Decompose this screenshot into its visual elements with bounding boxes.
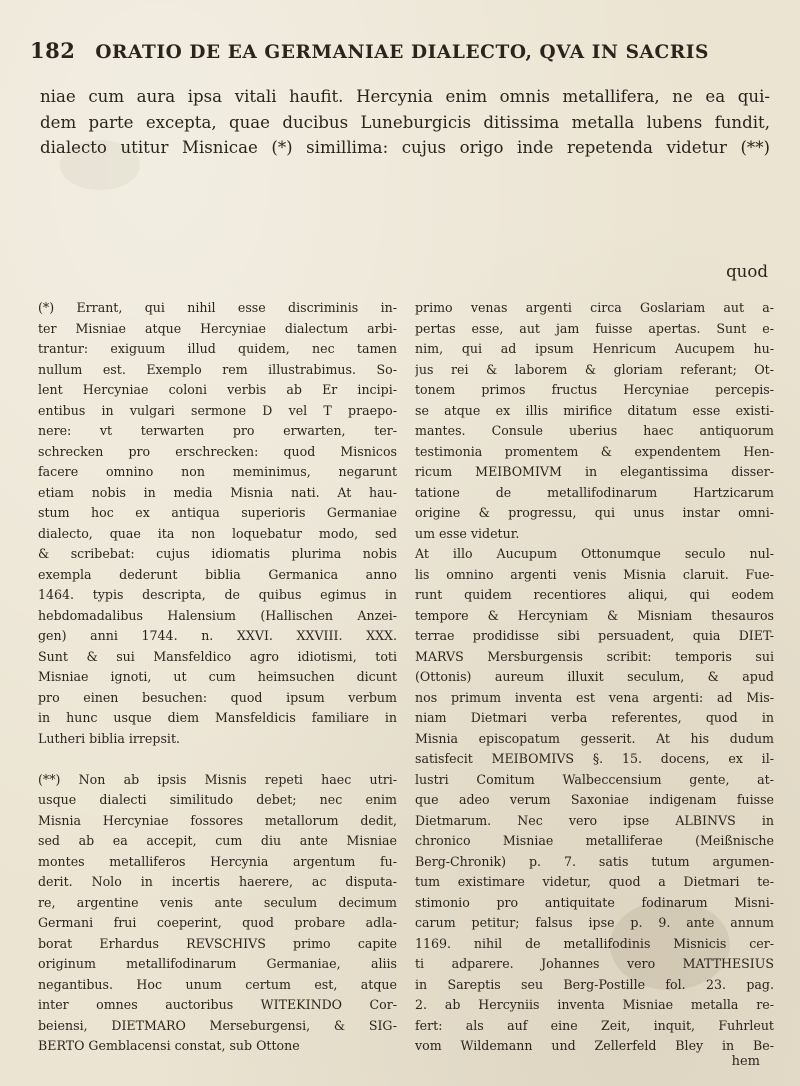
footnote-line: exempla dederunt biblia Germanica anno [38,566,397,582]
footnote-line: Misnia episcopatum gesserit. At his dudum [415,730,774,746]
footnote-line: borat Erhardus REVSCHIVS primo capite [38,935,397,951]
footnote-line: se atque ex illis mirifice ditatum esse existi- [415,402,774,418]
footnote-line: runt quidem recentiores aliqui, qui eodem [415,587,774,602]
page-header [30,38,772,70]
footnote-line: Lutheri biblia irrepsit. [38,730,181,746]
footnote-line: pro einen besuchen: quod ipsum verbum [38,689,397,705]
footnote-line: trantur: exiguum illud quidem, nec tamen [38,341,397,356]
footnote-line: 1169. nihil de metallifodinis Misnicis cer- [415,935,774,951]
footnote-line: nim, qui ad ipsum Henricum Aucupem hu- [415,341,774,356]
footnote-line: & scribebat: cujus idiomatis plurima nobis [38,546,397,561]
footnote-line: inter omnes auctoribus WITEKINDO Cor- [38,997,397,1012]
footnote-line: pertas esse, aut jam fuisse apertas. Sunt e- [415,320,774,336]
footnote-line: beiensi, DIETMARO Merseburgensi, & SIG- [38,1017,397,1033]
footnote-line: jus rei & laborem & gloriam referant; Ot- [415,361,774,377]
catchword: quod [726,262,768,281]
footnote-line: Misniae ignoti, ut cum heimsuchen dicunt [38,669,397,684]
footnote-line: facere omnino non meminimus, negarunt [38,464,397,479]
footnote-line: Sunt & sui Mansfeldico agro idiotismi, toti [38,648,397,664]
footnote-line: tum existimare videtur, quod a Dietmari te- [415,874,774,889]
footnote-line: originum metallifodinarum Germaniae, aliis [38,956,397,971]
footnote-line: in hunc usque diem Mansfeldicis familiare in [38,710,397,725]
main-text-line: dem parte excepta, quae ducibus Luneburgicis ditissima metalla lubens fundit, [40,112,770,132]
footnote-line: primo venas argenti circa Goslariam aut a- [415,300,774,315]
footnote-line: carum petitur; falsus ipse p. 9. ante annum [415,915,774,930]
main-text-line: dialecto utitur Misnicae (*) simillima: cujus origo inde repetenda videtur (**) [40,138,770,157]
footnote-column-right [415,298,774,1057]
footnote-line: lis omnino argenti venis Misnia claruit. Fue- [415,566,774,582]
footnote-line: At illo Aucupum Ottonumque seculo nul- [415,546,774,561]
footnote-line: schrecken pro erschrecken: quod Misnicos [38,443,397,459]
footnote-line: testimonia promentem & expendentem Hen- [415,443,774,459]
footnote-line: chronico Misniae metalliferae (Meißnische [415,833,774,848]
footnote-line: 1464. typis descripta, de quibus egimus in [38,587,397,602]
main-text-line: niae cum aura ipsa vitali haufit. Hercynia enim omnis metallifera, ne ea qui- [40,87,770,106]
footnote-line: hebdomadalibus Halensium (Hallischen Anzei- [38,607,397,623]
footnote-line: 2. ab Hercyniis inventa Misniae metalla re- [415,997,774,1012]
footnote-line: stum hoc ex antiqua superioris Germaniae [38,505,397,520]
footnote-line: lent Hercyniae coloni verbis ab Er incipi- [38,382,397,397]
footnote-line: Berg-Chronik) p. 7. satis tutum argumen- [415,853,774,869]
page-number: 182 [30,38,76,63]
footnote-line: um esse videtur. [415,525,520,541]
footnote-line: satisfecit MEIBOMIVS §. 15. docens, ex il- [415,751,774,766]
footnote-catchword: hem [731,1054,760,1069]
running-head: ORATIO DE EA GERMANIAE DIALECTO, QVA IN SACRIS [95,42,710,63]
footnote-line: ricum MEIBOMIVM in elegantissima disser- [415,464,774,479]
footnote-line: stimonio pro antiquitate fodinarum Misni- [415,894,774,910]
footnote-line: gen) anni 1744. n. XXVI. XXVIII. XXX. [38,628,397,643]
footnote-line: vom Wildemann und Zellerfeld Bley in Be- [415,1038,774,1053]
footnote-line: fert: als auf eine Zeit, inquit, Fuhrleut [415,1017,774,1033]
footnote-line: tempore & Hercyniam & Misniam thesauros [415,607,774,623]
footnote-line: ti adparere. Johannes vero MATTHESIUS [415,956,774,971]
footnote-line: usque dialecti similitudo debet; nec enim [38,792,397,807]
footnote-column-left [38,298,397,1057]
footnote-line: entibus in vulgari sermone D vel T praepo- [38,402,397,418]
footnote-line: montes metalliferos Hercynia argentum fu- [38,853,397,869]
footnote-line: (**) Non ab ipsis Misnis repeti haec utri- [38,771,397,787]
footnote-line: Misnia Hercyniae fossores metallorum dedit, [38,812,397,828]
footnote-line: MARVS Mersburgensis scribit: temporis sui [415,648,774,664]
footnote-line: etiam nobis in media Misnia nati. At hau- [38,484,397,500]
footnote-line: lustri Comitum Walbeccensium gente, at- [415,771,774,787]
footnote-line: nere: vt terwarten pro erwarten, ter- [38,423,397,438]
footnote-line: Germani frui coeperint, quod probare adla- [38,915,397,930]
footnote-line: terrae prodidisse sibi persuadent, quia DIET- [415,628,774,643]
footnote-line: ter Misniae atque Hercyniae dialectum arbi- [38,320,397,336]
footnote-line: (Ottonis) aureum illuxit seculum, & apud [415,669,774,684]
footnote-line: que adeo verum Saxoniae indigenam fuisse [415,792,774,807]
footnote-line: nos primum inventa est vena argenti: ad Mis- [415,689,774,705]
footnote-line: re, argentine venis ante seculum decimum [38,894,397,910]
footnote-line: mantes. Consule uberius haec antiquorum [415,423,774,438]
footnote-line: Dietmarum. Nec vero ipse ALBINVS in [415,812,774,828]
footnote-line: origine & progressu, qui unus instar omni- [415,505,774,520]
footnote-line: nullum est. Exemplo rem illustrabimus. So- [38,361,397,377]
footnote-line: dialecto, quae ita non loquebatur modo, sed [38,525,397,541]
main-text [40,84,770,161]
footnote-line: tatione de metallifodinarum Hartzicarum [415,484,774,500]
footnote-line: tonem primos fructus Hercyniae percepis- [415,382,774,397]
footnote-line [38,749,397,770]
footnote-line: negantibus. Hoc unum certum est, atque [38,976,397,992]
footnotes [38,298,774,1057]
footnote-line: niam Dietmari verba referentes, quod in [415,710,774,725]
footnote-line: (*) Errant, qui nihil esse discriminis in- [38,300,397,315]
footnote-line: in Sareptis seu Berg-Postille fol. 23. pag. [415,976,774,992]
footnote-line: derit. Nolo in incertis haerere, ac disputa- [38,874,397,889]
footnote-line: sed ab ea accepit, cum diu ante Misniae [38,833,397,848]
footnote-line: BERTO Gemblacensi constat, sub Ottone [38,1038,300,1053]
